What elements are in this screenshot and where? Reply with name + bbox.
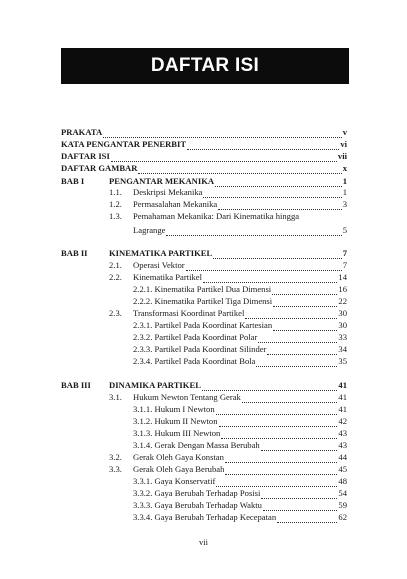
entry-title: KINEMATIKA PARTIKEL <box>109 248 213 258</box>
dot-leader <box>272 287 337 295</box>
entry-page: 42 <box>338 416 347 426</box>
front-matter-entry <box>61 151 347 162</box>
dot-leader <box>202 383 337 391</box>
entry-title: Permasalahan Mekanika <box>133 199 218 209</box>
entry-page: vi <box>340 139 347 149</box>
section-entry <box>133 260 347 271</box>
entry-title: DAFTAR GAMBAR <box>61 163 138 173</box>
dot-leader <box>138 166 341 174</box>
entry-page: 41 <box>338 392 347 402</box>
entry-page: x <box>342 163 347 173</box>
entry-title: 2.3.1. Partikel Pada Koordinat Kartesian <box>133 320 273 330</box>
entry-page: 62 <box>338 512 347 522</box>
section-entry <box>133 464 347 475</box>
subsection-entry <box>133 416 347 427</box>
dot-leader <box>216 407 338 415</box>
section-number: 3.3. <box>109 464 122 474</box>
subsection-entry <box>133 356 347 367</box>
entry-page: 41 <box>338 380 347 390</box>
dot-leader <box>225 455 337 463</box>
chapter-title-row <box>109 248 347 259</box>
section-entry <box>133 452 347 463</box>
entry-page: 54 <box>338 488 347 498</box>
page-number: vii <box>198 537 209 547</box>
entry-page: 14 <box>338 272 347 282</box>
page-title: DAFTAR ISI <box>150 55 260 76</box>
entry-title: 2.3.4. Partikel Pada Koordinat Bola <box>133 356 256 366</box>
section-entry <box>133 225 347 236</box>
entry-title: Transformasi Koordinat Partikel <box>133 308 245 318</box>
dot-leader <box>219 419 338 427</box>
subsection-entry <box>133 332 347 343</box>
subsection-entry <box>133 284 347 295</box>
entry-page: 48 <box>338 476 347 486</box>
entry-title: Gerak Oleh Gaya Konstan <box>133 452 224 462</box>
entry-page: 35 <box>338 356 347 366</box>
dot-leader <box>218 202 341 210</box>
dot-leader <box>216 479 337 487</box>
dot-leader <box>261 443 338 451</box>
entry-title: Hukum Newton Tentang Gerak <box>133 392 241 402</box>
entry-page: v <box>342 127 347 137</box>
entry-title: 3.3.3. Gaya Berubah Terhadap Waktu <box>133 500 262 510</box>
dot-leader <box>225 467 337 475</box>
chapter-label: BAB II <box>61 248 88 258</box>
entry-title: 2.2.2. Kinematika Partikel Tiga Dimensi <box>133 296 273 306</box>
section-entry <box>133 308 347 319</box>
chapter-label: BAB I <box>61 176 85 186</box>
dot-leader <box>261 491 337 499</box>
section-number: 1.1. <box>109 187 122 197</box>
dot-leader <box>256 359 337 367</box>
entry-page: 33 <box>338 332 347 342</box>
dot-leader <box>111 154 337 162</box>
subsection-entry <box>133 320 347 331</box>
entry-title: 2.3.3. Partikel Pada Koordinat Silinder <box>133 344 267 354</box>
section-number: 2.3. <box>109 308 122 318</box>
entry-page: 22 <box>338 296 347 306</box>
section-entry <box>133 392 347 403</box>
dot-leader <box>203 190 341 198</box>
entry-page: 59 <box>338 500 347 510</box>
entry-title: 3.1.4. Gerak Dengan Massa Berubah <box>133 440 260 450</box>
entry-title: Operasi Vektor <box>133 260 185 270</box>
section-number: 2.2. <box>109 272 122 282</box>
section-number: 1.2. <box>109 199 122 209</box>
entry-page: 41 <box>338 404 347 414</box>
dot-leader <box>215 179 342 187</box>
section-number: 3.2. <box>109 452 122 462</box>
entry-page: 7 <box>342 248 347 258</box>
section-entry <box>133 187 347 198</box>
dot-leader <box>203 275 337 283</box>
dot-leader <box>273 323 337 331</box>
dot-leader <box>187 142 339 150</box>
section-entry <box>133 199 347 210</box>
chapter-label: BAB III <box>61 380 91 390</box>
entry-title: 2.3.2. Partikel Pada Koordinat Polar <box>133 332 258 342</box>
dot-leader <box>213 251 341 259</box>
section-entry <box>133 272 347 283</box>
entry-page: 44 <box>338 452 347 462</box>
dot-leader <box>277 515 337 523</box>
entry-title: PENGANTAR MEKANIKA <box>109 176 215 186</box>
chapter-title-row <box>109 380 347 391</box>
subsection-entry <box>133 476 347 487</box>
subsection-entry <box>133 428 347 439</box>
front-matter-entry <box>61 163 347 174</box>
section-number: 1.3. <box>109 211 122 221</box>
subsection-entry <box>133 296 347 307</box>
dot-leader <box>221 431 337 439</box>
entry-title: Deskripsi Mekanika <box>133 187 203 197</box>
entry-title: Kinematika Partikel <box>133 272 202 282</box>
entry-title: 3.1.2. Hukum II Newton <box>133 416 218 426</box>
entry-title: DAFTAR ISI <box>61 151 110 161</box>
subsection-entry <box>133 500 347 511</box>
dot-leader <box>267 347 337 355</box>
dot-leader <box>103 130 341 138</box>
entry-page: 43 <box>338 440 347 450</box>
subsection-entry <box>133 344 347 355</box>
entry-title: 3.3.4. Gaya Berubah Terhadap Kecepatan <box>133 512 277 522</box>
dot-leader <box>258 335 337 343</box>
entry-page: vii <box>337 151 347 161</box>
entry-title: Gerak Oleh Gaya Berubah <box>133 464 225 474</box>
entry-page: 5 <box>342 225 347 235</box>
entry-page: 1 <box>342 176 347 186</box>
front-matter-entry <box>61 127 347 138</box>
section-title: Pemahaman Mekanika: Dari Kinematika hingga <box>133 211 300 221</box>
section-number: 3.1. <box>109 392 122 402</box>
entry-title: 2.2.1. Kinematika Partikel Dua Dimensi <box>133 284 272 294</box>
entry-title: 3.1.1. Hukum I Newton <box>133 404 215 414</box>
subsection-entry <box>133 404 347 415</box>
entry-title: 3.1.3. Hukum III Newton <box>133 428 221 438</box>
subsection-entry <box>133 488 347 499</box>
entry-title: KATA PENGANTAR PENERBIT <box>61 139 187 149</box>
entry-title: Lagrange <box>133 225 166 235</box>
entry-page: 30 <box>338 320 347 330</box>
dot-leader <box>263 503 337 511</box>
entry-title: DINAMIKA PARTIKEL <box>109 380 201 390</box>
entry-title: PRAKATA <box>61 127 103 137</box>
dot-leader <box>186 263 342 271</box>
dot-leader <box>166 228 341 236</box>
entry-title: 3.3.2. Gaya Berubah Terhadap Posisi <box>133 488 261 498</box>
chapter-title-row <box>109 176 347 187</box>
entry-page: 34 <box>338 344 347 354</box>
front-matter-entry <box>61 139 347 150</box>
entry-title: 3.3.1. Gaya Konservatif <box>133 476 216 486</box>
section-number: 2.1. <box>109 260 122 270</box>
entry-page: 7 <box>342 260 347 270</box>
dot-leader <box>273 299 337 307</box>
subsection-entry <box>133 440 347 451</box>
dot-leader <box>242 395 338 403</box>
dot-leader <box>245 311 337 319</box>
entry-page: 43 <box>338 428 347 438</box>
entry-page: 45 <box>338 464 347 474</box>
subsection-entry <box>133 512 347 523</box>
entry-page: 3 <box>342 199 347 209</box>
entry-page: 30 <box>338 308 347 318</box>
entry-page: 16 <box>338 284 347 294</box>
entry-page: 1 <box>342 187 347 197</box>
